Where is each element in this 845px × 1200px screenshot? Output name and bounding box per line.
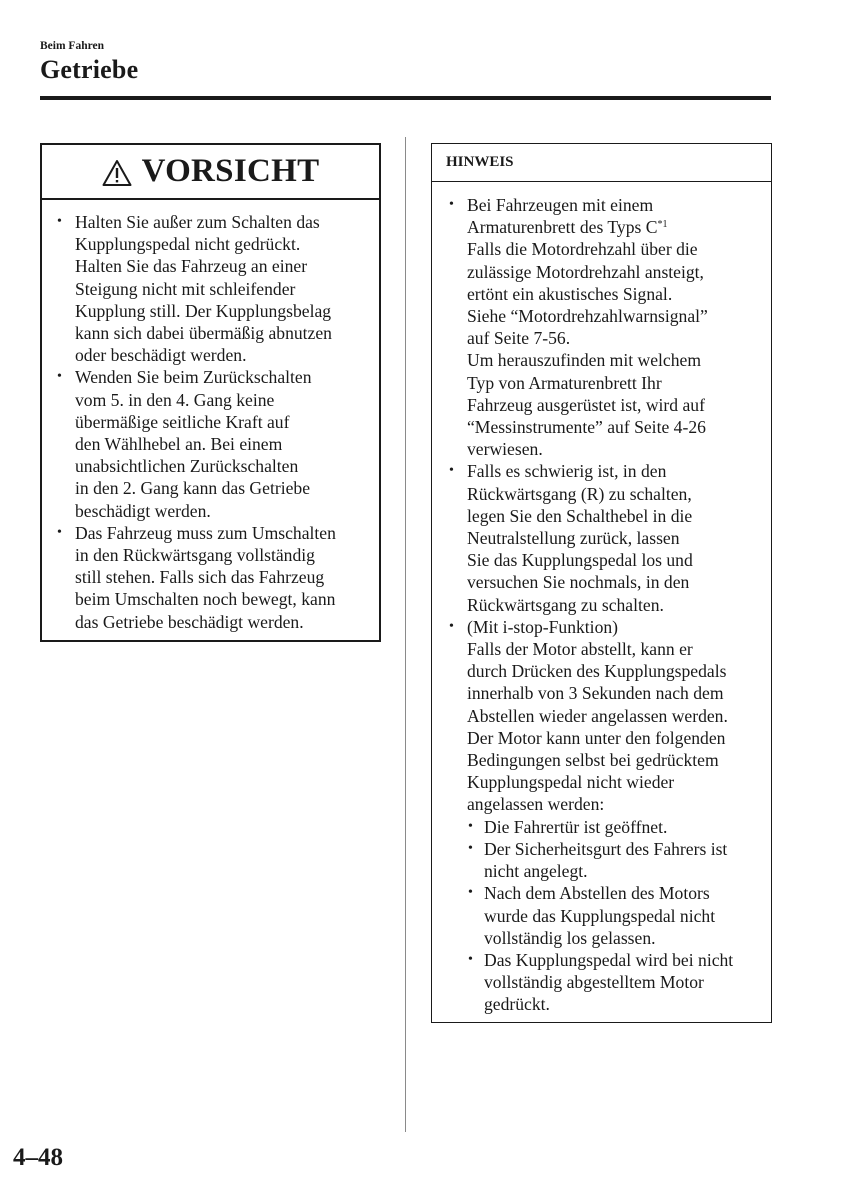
bullet: • [468, 951, 473, 967]
text-line: Rückwärtsgang (R) zu schalten, [467, 483, 692, 504]
text-line: Falls die Motordrehzahl über die [467, 239, 698, 260]
bullet: • [449, 463, 454, 479]
text-line: Falls der Motor abstellt, kann er [467, 639, 693, 660]
warning-item [54, 366, 375, 521]
text-line: legen Sie den Schalthebel in die [467, 505, 693, 526]
footnote-marker: *1 [657, 219, 668, 231]
condition-item [467, 816, 767, 838]
text-line: Bedingungen selbst bei gedrücktem [467, 750, 719, 771]
text-line: vollständig los gelassen. [484, 927, 656, 948]
text-line: oder beschädigt werden. [75, 345, 247, 366]
text-line: Typ von Armaturenbrett Ihr [467, 372, 662, 393]
text-line: versuchen Sie nochmals, in den [467, 572, 690, 593]
text-line: “Messinstrumente” auf Seite 4-26 [467, 417, 706, 438]
text-line: auf Seite 7-56. [467, 328, 571, 349]
warning-item [54, 522, 375, 633]
text-line: (Mit i-stop-Funktion) [467, 616, 619, 637]
header-rule [40, 96, 771, 100]
warning-item [54, 211, 375, 366]
page-number: 4–48 [13, 1144, 63, 1171]
page-title: Getriebe [40, 55, 139, 84]
text-line: Wenden Sie beim Zurückschalten [75, 367, 312, 388]
bullet: • [468, 840, 473, 856]
condition-item [467, 949, 767, 1016]
note-item [446, 616, 767, 1016]
warning-title: VORSICHT [141, 153, 320, 189]
text-line: in den Rückwärtsgang vollständig [75, 545, 315, 566]
text-line: Das Fahrzeug muss zum Umschalten [75, 522, 336, 543]
condition-item [467, 838, 767, 882]
section-label: Beim Fahren [40, 40, 104, 52]
text-line: beim Umschalten noch bewegt, kann [75, 589, 336, 610]
text-line: Halten Sie das Fahrzeug an einer [75, 256, 308, 277]
warning-triangle-icon [102, 159, 132, 187]
text-line: Bei Fahrzeugen mit einem [467, 195, 654, 215]
text-line: Falls es schwierig ist, in den [467, 461, 667, 482]
text-line: Um herauszufinden mit welchem [467, 350, 702, 371]
text-line: vollständig abgestelltem Motor [484, 972, 704, 993]
note-body [446, 194, 767, 1016]
text-line: durch Drücken des Kupplungspedals [467, 661, 727, 682]
condition-list [467, 816, 767, 1016]
text-line: unabsichtlichen Zurückschalten [75, 456, 299, 477]
bullet: • [449, 197, 454, 212]
note-item [446, 194, 767, 460]
text-line: Die Fahrertür ist geöffnet. [484, 816, 668, 837]
text-line: kann sich dabei übermäßig abnutzen [75, 323, 332, 344]
condition-item [467, 882, 767, 949]
text-line: das Getriebe beschädigt werden. [75, 611, 304, 632]
text-line: Abstellen wieder angelassen werden. [467, 705, 728, 726]
text-line [467, 216, 767, 238]
note-title: HINWEIS [446, 154, 514, 170]
text-line: wurde das Kupplungspedal nicht [484, 905, 716, 926]
bullet: • [449, 618, 454, 634]
column-divider [405, 137, 406, 1132]
text-line: Fahrzeug ausgerüstet ist, wird auf [467, 394, 705, 415]
text-line: ertönt ein akustisches Signal. [467, 283, 673, 304]
text-line: angelassen werden: [467, 794, 605, 815]
text-line: Kupplungspedal nicht wieder [467, 772, 675, 793]
text-line: Kupplungspedal nicht gedrückt. [75, 234, 301, 255]
text-line: Das Kupplungspedal wird bei nicht [484, 949, 734, 970]
bullet: • [57, 524, 62, 540]
bullet: • [468, 885, 473, 901]
bullet: • [57, 369, 62, 385]
bullet: • [57, 214, 62, 229]
note-box [431, 143, 772, 1023]
text-line: gedrückt. [484, 994, 550, 1015]
text-line: beschädigt werden. [75, 500, 211, 521]
text-line: Kupplung still. Der Kupplungsbelag [75, 300, 332, 321]
text-line: still stehen. Falls sich das Fahrzeug [75, 567, 325, 588]
warning-header [42, 145, 379, 200]
text-line: vom 5. in den 4. Gang keine [75, 389, 275, 410]
note-item [446, 460, 767, 615]
text-line: Der Sicherheitsgurt des Fahrers ist [484, 838, 728, 859]
text-line: Der Motor kann unter den folgenden [467, 727, 726, 748]
text-line: Steigung nicht mit schleifender [75, 278, 296, 299]
text-line: in den 2. Gang kann das Getriebe [75, 478, 310, 499]
text-line: den Wählhebel an. Bei einem [75, 434, 283, 455]
text-line: innerhalb von 3 Sekunden nach dem [467, 683, 724, 704]
warning-body [54, 211, 375, 633]
bullet: • [468, 818, 473, 834]
text-line: Rückwärtsgang zu schalten. [467, 594, 664, 615]
text-line: Nach dem Abstellen des Motors [484, 883, 710, 904]
text-line: Sie das Kupplungspedal los und [467, 550, 693, 571]
text-line: übermäßige seitliche Kraft auf [75, 411, 290, 432]
text-line: verwiesen. [467, 439, 543, 460]
text-line: Neutralstellung zurück, lassen [467, 528, 680, 549]
text-line: zulässige Motordrehzahl ansteigt, [467, 261, 704, 282]
text-span: Armaturenbrett des Typs C [467, 217, 658, 238]
warning-box [40, 143, 381, 642]
text-line: Halten Sie außer zum Schalten das [75, 212, 320, 232]
note-header [432, 144, 771, 182]
text-line: Siehe “Motordrehzahlwarnsignal” [467, 306, 708, 327]
text-line: nicht angelegt. [484, 861, 588, 882]
